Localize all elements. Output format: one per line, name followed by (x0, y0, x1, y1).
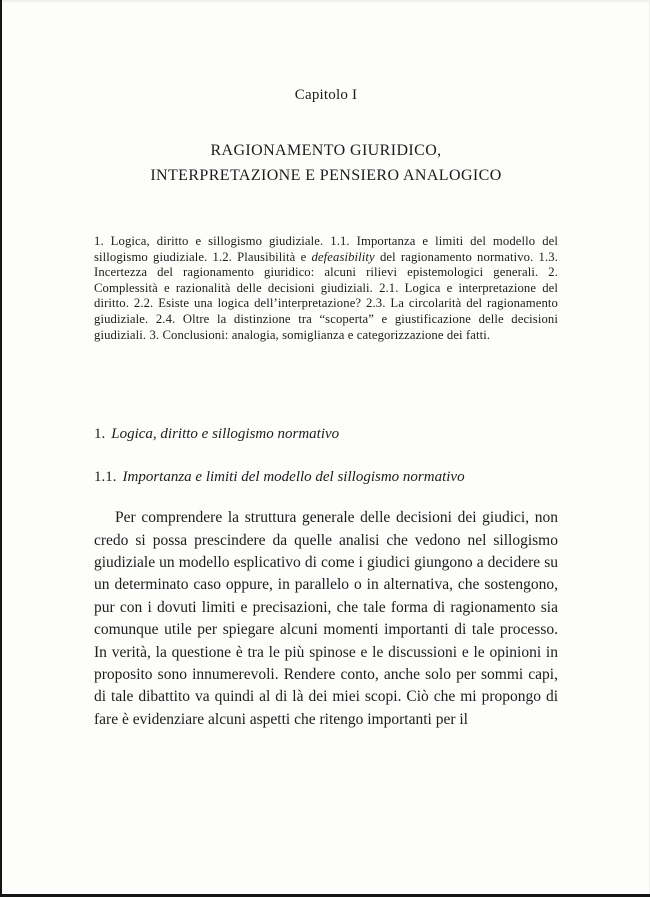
chapter-title-line1: RAGIONAMENTO GIURIDICO, (210, 142, 442, 159)
summary-italic-term: defeasibility (311, 249, 375, 264)
section-heading (94, 425, 558, 444)
summary-text-before-italic: 1. Logica, diritto e sillogismo giudiziale. 1.1. Importanza e limiti del modello del sillogismo giudiziale. 1.2. Plausibilità e (94, 234, 558, 264)
section-title: Logica, diritto e sillogismo normativo (111, 426, 340, 443)
chapter-label: Capitolo I (294, 87, 358, 103)
subsection-title: Importanza e limiti del modello del sillogismo normativo (122, 469, 465, 486)
subsection-number: 1.1. (94, 469, 117, 486)
page-text-block (2, 0, 650, 894)
chapter-title-line2: INTERPRETAZIONE E PENSIERO ANALOGICO (150, 167, 502, 184)
subsection-heading (94, 468, 558, 487)
summary-text-after-italic: del ragionamento normativo. 1.3. Incertezza del ragionamento giuridico: alcuni rilievi epistemologici generali. 2. Complessità e razionalità delle decisioni giudiziali. 2.1. Logica e interpretazione del diritto. 2.2. Esiste una logica dell’interpretazione? 2.3. La circolarità del ragionamento giudiziale. 2.4. Oltre la distinzione tra “scoperta” e giustificazione delle decisioni giudiziali. 3. Conclusioni: analogia, somiglianza e categorizzazione dei fatti. (94, 249, 558, 342)
body-paragraph: Per comprendere la struttura generale delle decisioni dei giudici, non credo si possa prescindere da quelle analisi che vedono nel sillogismo giudiziale un modello esplicativo di come i giudici giungono a decidere su un determinato caso oppure, in parallelo o in alternativa, che sostengono, pur con i dovuti limiti e precisazioni, che tale forma di ragionamento sia comunque utile per spiegare alcuni momenti importanti di tale processo. In verità, la questione è tra le più spinose e le discussioni e le opinioni in proposito sono innumerevoli. Rendere conto, anche solo per sommi capi, di tale dibattito va quindi al di là dei miei scopi. Ciò che mi propongo di fare è evidenziare alcuni aspetti che ritengo importanti per il (94, 509, 558, 728)
section-number: 1. (94, 426, 106, 443)
chapter-summary (94, 234, 558, 343)
chapter-title (94, 138, 558, 188)
